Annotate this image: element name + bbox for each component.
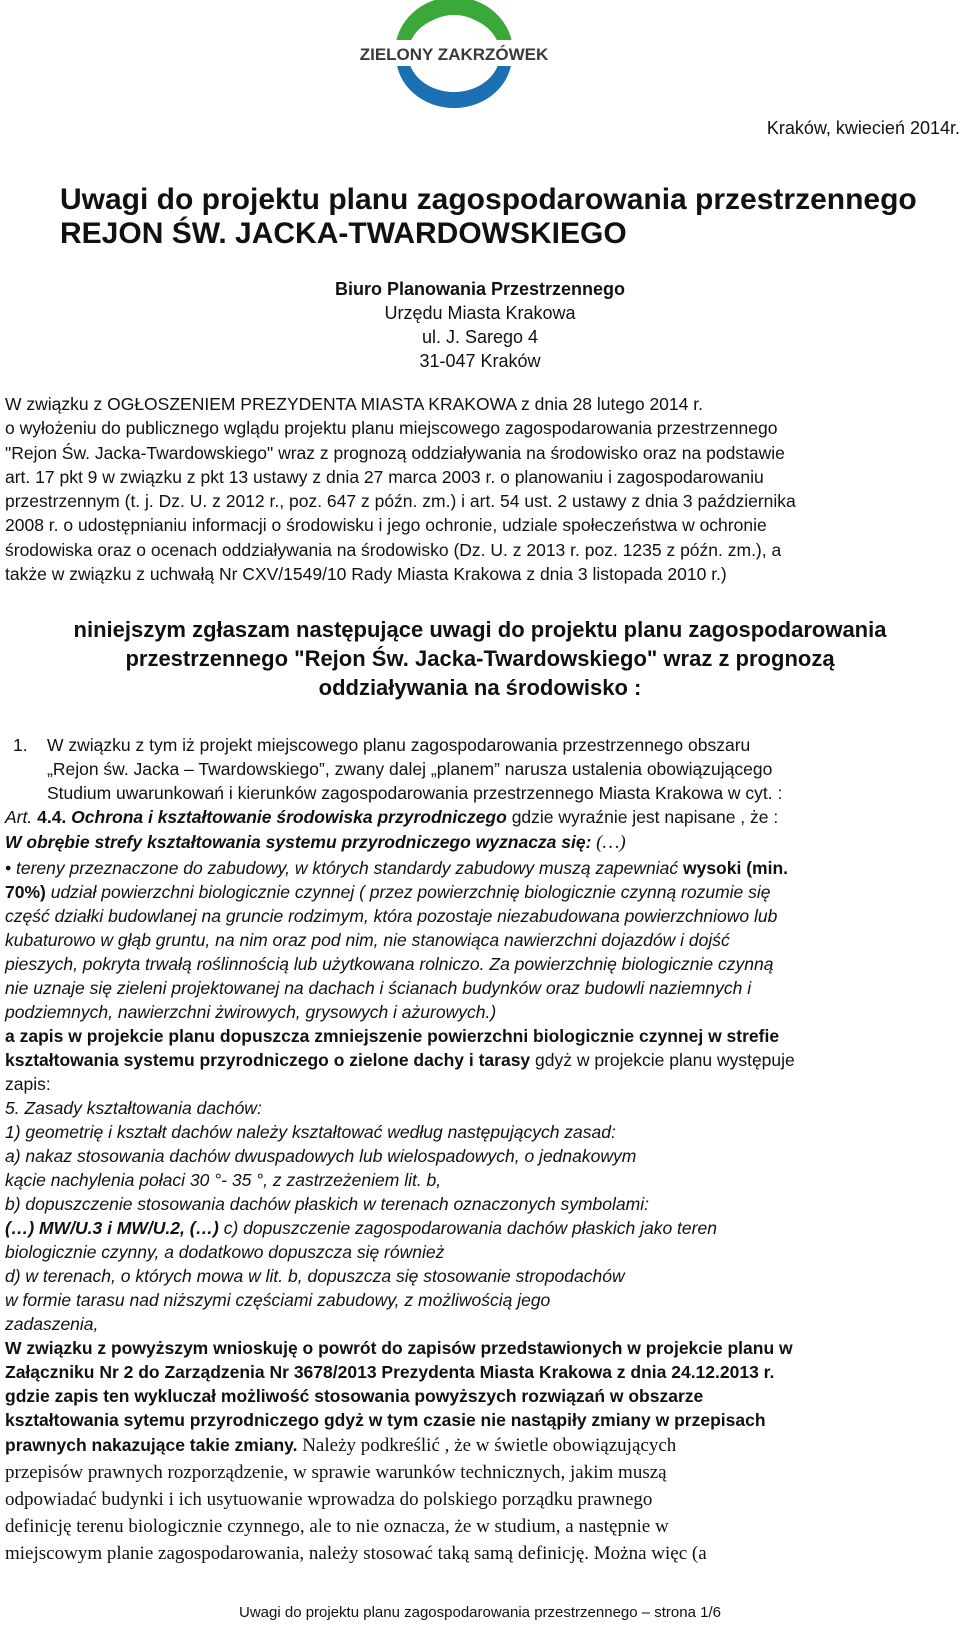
zone-heading [5, 829, 950, 856]
point-number: 1. [13, 735, 28, 755]
roof-line: d) w terenach, o których mowa w lit. b, dopuszcza się stosowanie stropodachów [5, 1266, 625, 1286]
recipient-office: Biuro Planowania Przestrzennego [334, 279, 626, 299]
roof-line: w formie tarasu nad niższymi częściami zabudowy, z możliwością jego [5, 1290, 551, 1310]
intro-line: 2008 r. o udostępnianiu informacji o środowisku i jego ochronie, udziale społeczeństwa w ochronie [5, 515, 767, 536]
point-line: „Rejon św. Jacka – Twardowskiego”, zwany dalej „planem” narusza ustalenia obowiązującego [47, 759, 773, 779]
roof-line: a) nakaz stosowania dachów dwuspadowych lub wielospadowych, o jednakowym [5, 1146, 637, 1166]
article-number: 4.4. [37, 807, 67, 827]
document-title [60, 183, 917, 251]
serif-line: odpowiadać budynki i ich usytuowanie wprowadza do polskiego porządku prawnego [5, 1489, 653, 1510]
quote-line: kubaturowo w głąb gruntu, na nim oraz pod nim, nie stanowiąca nawierzchni dojazdów i dojść [5, 930, 730, 950]
intro-paragraph [5, 392, 950, 586]
roof-text: c) dopuszczenie zagospodarowania dachów płaskich jako teren [218, 1218, 717, 1238]
zone-heading-text: W obrębie strefy kształtowania systemu przyrodniczego wyznacza się: [5, 832, 592, 852]
bullet-line [5, 880, 950, 904]
roof-line: 1) geometrię i kształt dachów należy kształtować według następujących zasad: [5, 1122, 616, 1142]
article-rest: gdzie wyraźnie jest napisane , że : [506, 807, 779, 827]
declaration-line: oddziaływania na środowisko : [318, 675, 642, 700]
roof-line: b) dopuszczenie stosowania dachów płaskich w terenach oznaczonych symbolami: [5, 1194, 649, 1214]
declaration-line: przestrzennego "Rejon Św. Jacka-Twardowskiego" wraz z prognozą [125, 646, 835, 671]
intro-line: przestrzennym (t. j. Dz. U. z 2012 r., poz. 647 z późn. zm.) i art. 54 ust. 2 ustawy z dnia 3 października [5, 491, 796, 512]
serif-line: miejscowym planie zagospodarowania, należy stosować taką samą definicję. Można więc (a [5, 1543, 707, 1564]
zapis-label: zapis: [5, 1074, 51, 1094]
title-line-2: REJON ŚW. JACKA-TWARDOWSKIEGO [60, 217, 627, 250]
request-line: W związku z powyższym wnioskuję o powrót do zapisów przedstawionych w projekcie planu w [5, 1338, 793, 1358]
recipient-address [0, 277, 960, 373]
mw-symbols: (…) MW/U.3 i MW/U.2, (…) [5, 1218, 219, 1238]
svg-text:ZIELONY ZAKRZÓWEK: ZIELONY ZAKRZÓWEK [359, 45, 549, 64]
roof-line: 5. Zasady kształtowania dachów: [5, 1098, 262, 1118]
bold-line [5, 1048, 950, 1072]
quote-line: podziemnych, nawierzchni żwirowych, grysowych i ażurowych.) [5, 1002, 497, 1022]
bold-text: kształtowania systemu przyrodniczego o zielone dachy i tarasy [5, 1050, 531, 1070]
bullet-text: • tereny przeznaczone do zabudowy, w których standardy zabudowy muszą zapewniać [5, 858, 683, 878]
bullet-bold: wysoki (min. [682, 858, 788, 878]
request-text: prawnych nakazujące takie zmiany. [5, 1435, 298, 1455]
intro-line: środowiska oraz o ocenach oddziaływania na środowisko (Dz. U. z 2013 r. poz. 1235 z późn. zm.), a [5, 539, 782, 560]
request-line: gdzie zapis ten wykluczał możliwość stosowania powyższych rozwiązań w obszarze [5, 1386, 704, 1406]
bullet-bold: 70%) [5, 882, 46, 902]
page-footer: Uwagi do projektu planu zagospodarowania przestrzennego – strona 1/6 [239, 1604, 721, 1621]
objection-point-1 [5, 733, 950, 805]
request-line: kształtowania sytemu przyrodniczego gdyż w tym czasie nie nastąpiły zmiany w przepisach [5, 1410, 766, 1430]
intro-line: o wyłożeniu do publicznego wglądu projektu planu miejscowego zagospodarowania przestrzennego [5, 418, 778, 439]
request-line: Załączniku Nr 2 do Zarządzenia Nr 3678/2013 Prezydenta Miasta Krakowa z dnia 24.12.2013 r. [5, 1362, 775, 1382]
declaration-line: niniejszym zgłaszam następujące uwagi do projektu planu zagospodarowania [73, 617, 887, 642]
point-line: W związku z tym iż projekt miejscowego planu zagospodarowania przestrzennego obszaru [47, 735, 751, 755]
intro-line: art. 17 pkt 9 w związku z pkt 13 ustawy z dnia 27 marca 2003 r. o planowaniu i zagospodarowaniu [5, 466, 764, 487]
roof-line: zadaszenia, [5, 1314, 99, 1334]
recipient-line: Urzędu Miasta Krakowa [384, 303, 576, 323]
roof-line [5, 1216, 950, 1240]
intro-line: także w związku z uchwałą Nr CXV/1549/10 Rady Miasta Krakowa z dnia 3 listopada 2010 r.) [5, 564, 727, 585]
request-line [5, 1432, 950, 1459]
declaration-heading [0, 615, 960, 702]
serif-text: Należy podkreślić , że w świetle obowiązujących [297, 1435, 677, 1456]
roof-line: biologicznie czynny, a dodatkowo dopuszcza się również [5, 1242, 445, 1262]
serif-line: przepisów prawnych rozporządzenie, w sprawie warunków technicznych, jakim muszą [5, 1462, 667, 1483]
bullet-line [5, 856, 950, 880]
roof-line: kącie nachylenia połaci 30 °- 35 °, z zastrzeżeniem lit. b, [5, 1170, 442, 1190]
bold-line: a zapis w projekcie planu dopuszcza zmniejszenie powierzchni biologicznie czynnej w strefie [5, 1026, 780, 1046]
quote-line: część działki budowlanej na gruncie rodzimym, która pozostaje niezabudowana powierzchniowo lub [5, 906, 778, 926]
recipient-postcode: 31-047 Kraków [419, 351, 541, 371]
serif-line: definicję terenu biologicznie czynnego, ale to nie oznacza, że w studium, a następnie w [5, 1516, 669, 1537]
plain-text: gdyż w projekcie planu występuje [530, 1050, 795, 1070]
intro-line: W związku z OGŁOSZENIEM PREZYDENTA MIASTA KRAKOWA z dnia 28 lutego 2014 r. [5, 394, 703, 414]
bullet-text: udział powierzchni biologicznie czynnej ( przez powierzchnię biologicznie czynną rozumie się [45, 882, 771, 902]
zielony-zakrzowek-logo [359, 4, 549, 100]
article-prefix: Art. [5, 807, 38, 827]
quote-line: nie uznaje się zieleni projektowanej na dachach i ścianach budynków oraz budowli naziemnych i [5, 978, 752, 998]
intro-line: "Rejon Św. Jacka-Twardowskiego" wraz z prognozą oddziaływania na środowisko oraz na podstawie [5, 442, 785, 463]
article-title: Ochrona i kształtowanie środowiska przyrodniczego [66, 807, 507, 827]
recipient-street: ul. J. Sarego 4 [421, 327, 539, 347]
title-line-1: Uwagi do projektu planu zagospodarowania przestrzennego [60, 183, 917, 216]
point-line: Studium uwarunkowań i kierunków zagospodarowania przestrzennego Miasta Krakowa w cyt. : [47, 783, 783, 803]
quote-line: pieszych, pokryta trwałą roślinnością lub użytkowana rolniczo. Za powierzchnię biologicznie czynną [5, 954, 774, 974]
document-date: Kraków, kwiecień 2014r. [766, 118, 960, 138]
article-citation [5, 805, 950, 829]
zone-ellipsis: (…) [591, 832, 626, 853]
objection-body [5, 733, 950, 1567]
